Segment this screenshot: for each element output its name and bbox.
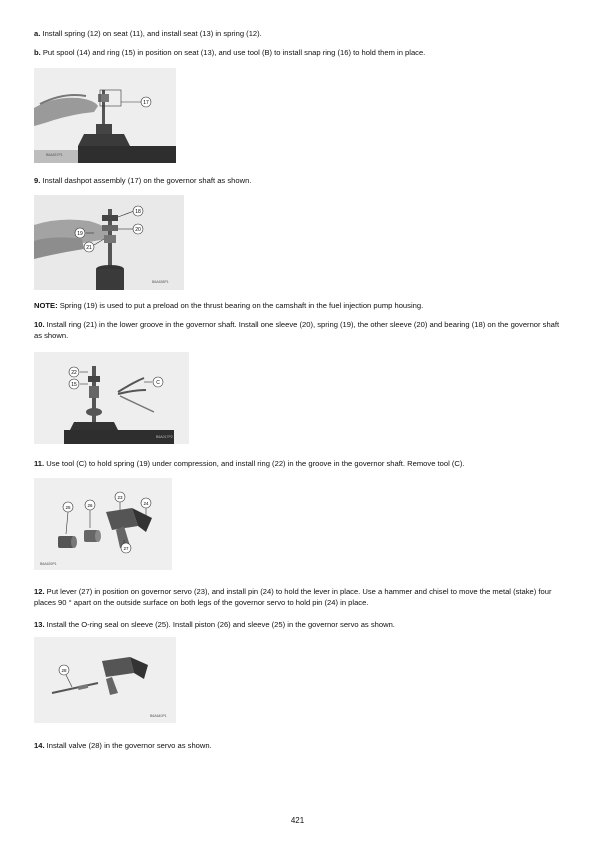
callout-17: 17 [143, 100, 149, 106]
figure-governor-shaft-parts [34, 195, 184, 290]
callout-18: 18 [135, 209, 141, 215]
step-label: a. [34, 29, 41, 38]
step-text: Install the O-ring seal on sleeve (25). Install piston (26) and sleeve (25) in the governor servo as shown. [44, 620, 395, 629]
callout-25: 25 [65, 505, 71, 510]
step-14 [34, 740, 564, 751]
step-9 [34, 175, 564, 186]
figure-dashpot-snap-ring [34, 68, 176, 163]
step-a [34, 28, 564, 39]
callout-22: 22 [71, 370, 77, 376]
figure-code: B6A017P2 [156, 435, 173, 439]
callout-27: 27 [123, 546, 129, 551]
callout-21: 21 [86, 245, 92, 251]
note-label: NOTE: [34, 301, 58, 310]
figure-code: B6A637P1 [46, 153, 63, 157]
callout-26: 26 [87, 503, 93, 508]
figure-image [34, 352, 189, 444]
step-label: 9. [34, 176, 41, 185]
figure-tool-c-compression [34, 352, 189, 444]
figure-governor-servo-exploded [34, 478, 172, 570]
callout-24: 24 [143, 501, 149, 506]
callout-15: 15 [71, 382, 77, 388]
step-12 [34, 586, 564, 608]
figure-code: B6A638P1 [152, 280, 169, 284]
callout-19: 19 [77, 231, 83, 237]
step-label: b. [34, 48, 41, 57]
callout-c: C [156, 380, 160, 386]
figure-image [34, 478, 172, 570]
step-text: Install dashpot assembly (17) on the governor shaft as shown. [40, 176, 252, 185]
step-11 [34, 458, 564, 469]
step-text: Put spool (14) and ring (15) in position on seat (13), and use tool (B) to install snap ring (16) to hold them in place. [40, 48, 426, 57]
figure-image [34, 637, 176, 723]
note-text: Spring (19) is used to put a preload on the thrust bearing on the camshaft in the fuel injection pump housing. [57, 301, 424, 310]
figure-valve-servo [34, 637, 176, 723]
step-text: Install spring (12) on seat (11), and install seat (13) in spring (12). [40, 29, 262, 38]
step-text: Use tool (C) to hold spring (19) under compression, and install ring (22) in the groove in the governor shaft. Remove tool (C). [44, 459, 465, 468]
step-10 [34, 319, 564, 341]
figure-code: B6A639P1 [40, 562, 57, 566]
step-b [34, 47, 564, 58]
step-13 [34, 619, 564, 630]
step-text: Put lever (27) in position on governor servo (23), and install pin (24) to hold the lever in place. Use a hammer and chisel to move the metal (stake) four places 90 ° apart on the outside surface on both legs of the governor servo to hold pin (24) in place. [34, 587, 552, 607]
step-text: Install valve (28) in the governor servo as shown. [44, 741, 212, 750]
figure-code: B6A640P1 [150, 714, 167, 718]
callout-23: 23 [117, 495, 123, 500]
note [34, 300, 564, 311]
step-label: 13. [34, 620, 45, 629]
step-label: 11. [34, 459, 45, 468]
figure-image [34, 195, 184, 290]
callout-28: 28 [61, 668, 67, 673]
step-text: Install ring (21) in the lower groove in the governor shaft. Install one sleeve (20), spring (19), the other sleeve (20) and bearing (18) on the governor shaft as shown. [34, 320, 560, 340]
figure-image [34, 68, 176, 163]
step-label: 14. [34, 741, 45, 750]
step-label: 12. [34, 587, 45, 596]
callout-20: 20 [135, 227, 141, 233]
step-label: 10. [34, 320, 45, 329]
page-number: 421 [290, 816, 305, 825]
